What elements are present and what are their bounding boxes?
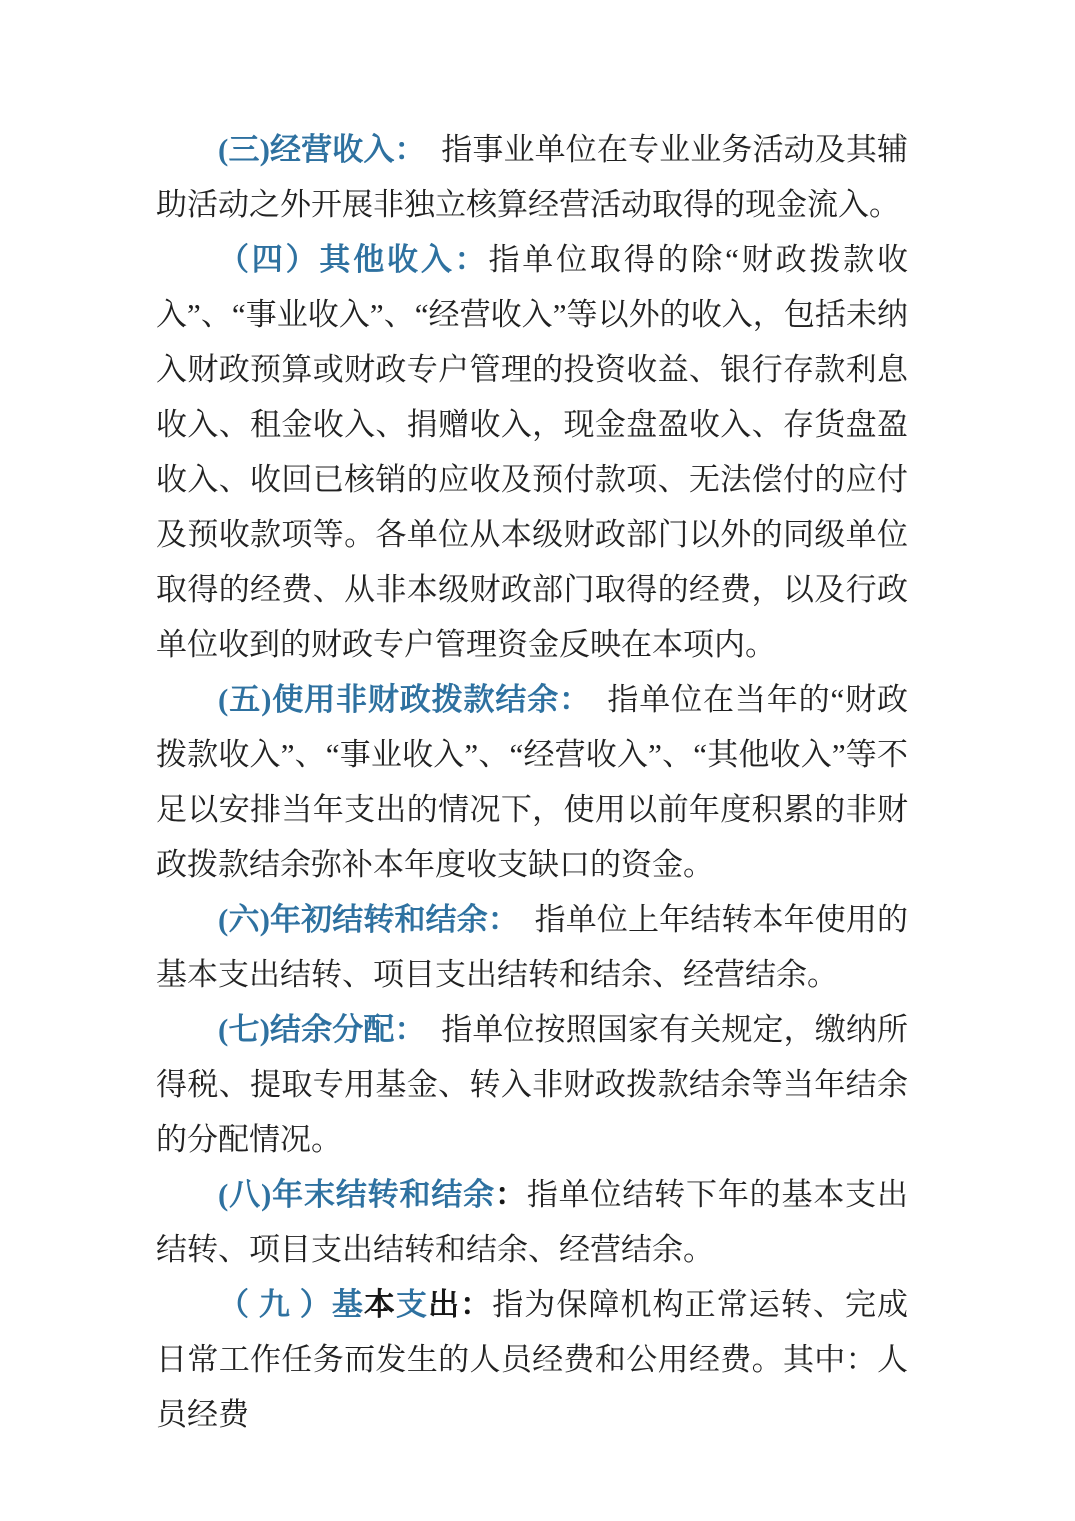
paragraph-5-heading-part-1: (七)结余分配： — [218, 1012, 411, 1047]
paragraph-3-text: 指单位在当年的“财政拨款收入”、“事业收入”、“经营收入”、“其他收入”等不足以安排当年支出的情况下，使用以前年度积累的非财政拨款结余弥补本年度收支缺口的资金。 — [156, 682, 908, 882]
paragraph-1-text: 指事业单位在专业业务活动及其辅助活动之外开展非独立核算经营活动取得的现金流入。 — [156, 132, 908, 222]
paragraph-7 — [156, 1277, 908, 1442]
paragraph-4-text: 指单位上年结转本年使用的基本支出结转、项目支出结转和结余、经营结余。 — [156, 902, 908, 992]
paragraph-6-heading-part-1: (八)年末结转和结余 — [218, 1177, 495, 1212]
paragraph-2 — [156, 232, 908, 672]
paragraph-1-heading-part-1: (三)经营收入： — [218, 132, 411, 167]
paragraph-7-heading-part-4: 出： — [428, 1287, 493, 1322]
paragraph-3-heading-part-1: (五)使用非财政拨款结余： — [218, 682, 576, 717]
paragraph-7-text: 指为保障机构正常运转、完成日常工作任务而发生的人员经费和公用经费。其中：人员经费 — [156, 1287, 909, 1432]
paragraph-7-heading-part-3: 支 — [396, 1287, 429, 1322]
paragraph-1 — [156, 122, 908, 232]
paragraph-2-heading-part-1: （四）其他收入： — [218, 242, 489, 277]
paragraph-2-text: 指单位取得的除“财政拨款收入”、“事业收入”、“经营收入”等以外的收入，包括未纳入财政预算或财政专户管理的投资收益、银行存款利息收入、租金收入、捐赠收入，现金盘盈收入、存货盘盈收入、收回已核销的应收及预付款项、无法偿付的应付及预收款项等。各单位从本级财政部门以外的同级单位取得的经费、从非本级财政部门取得的经费，以及行政单位收到的财政专户管理资金反映在本项内。 — [156, 242, 908, 662]
paragraph-7-heading-part-1: （ 九 ）基 — [218, 1287, 364, 1322]
paragraph-4-heading-part-1: (六)年初结转和结余： — [218, 902, 504, 937]
paragraph-6 — [156, 1167, 908, 1277]
paragraph-7-heading-part-2: 本 — [363, 1287, 396, 1322]
paragraph-3 — [156, 672, 908, 892]
paragraph-6-heading-part-2: ： — [494, 1177, 527, 1212]
paragraph-5-text: 指单位按照国家有关规定，缴纳所得税、提取专用基金、转入非财政拨款结余等当年结余的分配情况。 — [156, 1012, 908, 1157]
paragraph-4 — [156, 892, 908, 1002]
document-content — [156, 122, 908, 1442]
paragraph-6-text: 指单位结转下年的基本支出结转、项目支出结转和结余、经营结余。 — [156, 1177, 908, 1267]
paragraph-5 — [156, 1002, 908, 1167]
